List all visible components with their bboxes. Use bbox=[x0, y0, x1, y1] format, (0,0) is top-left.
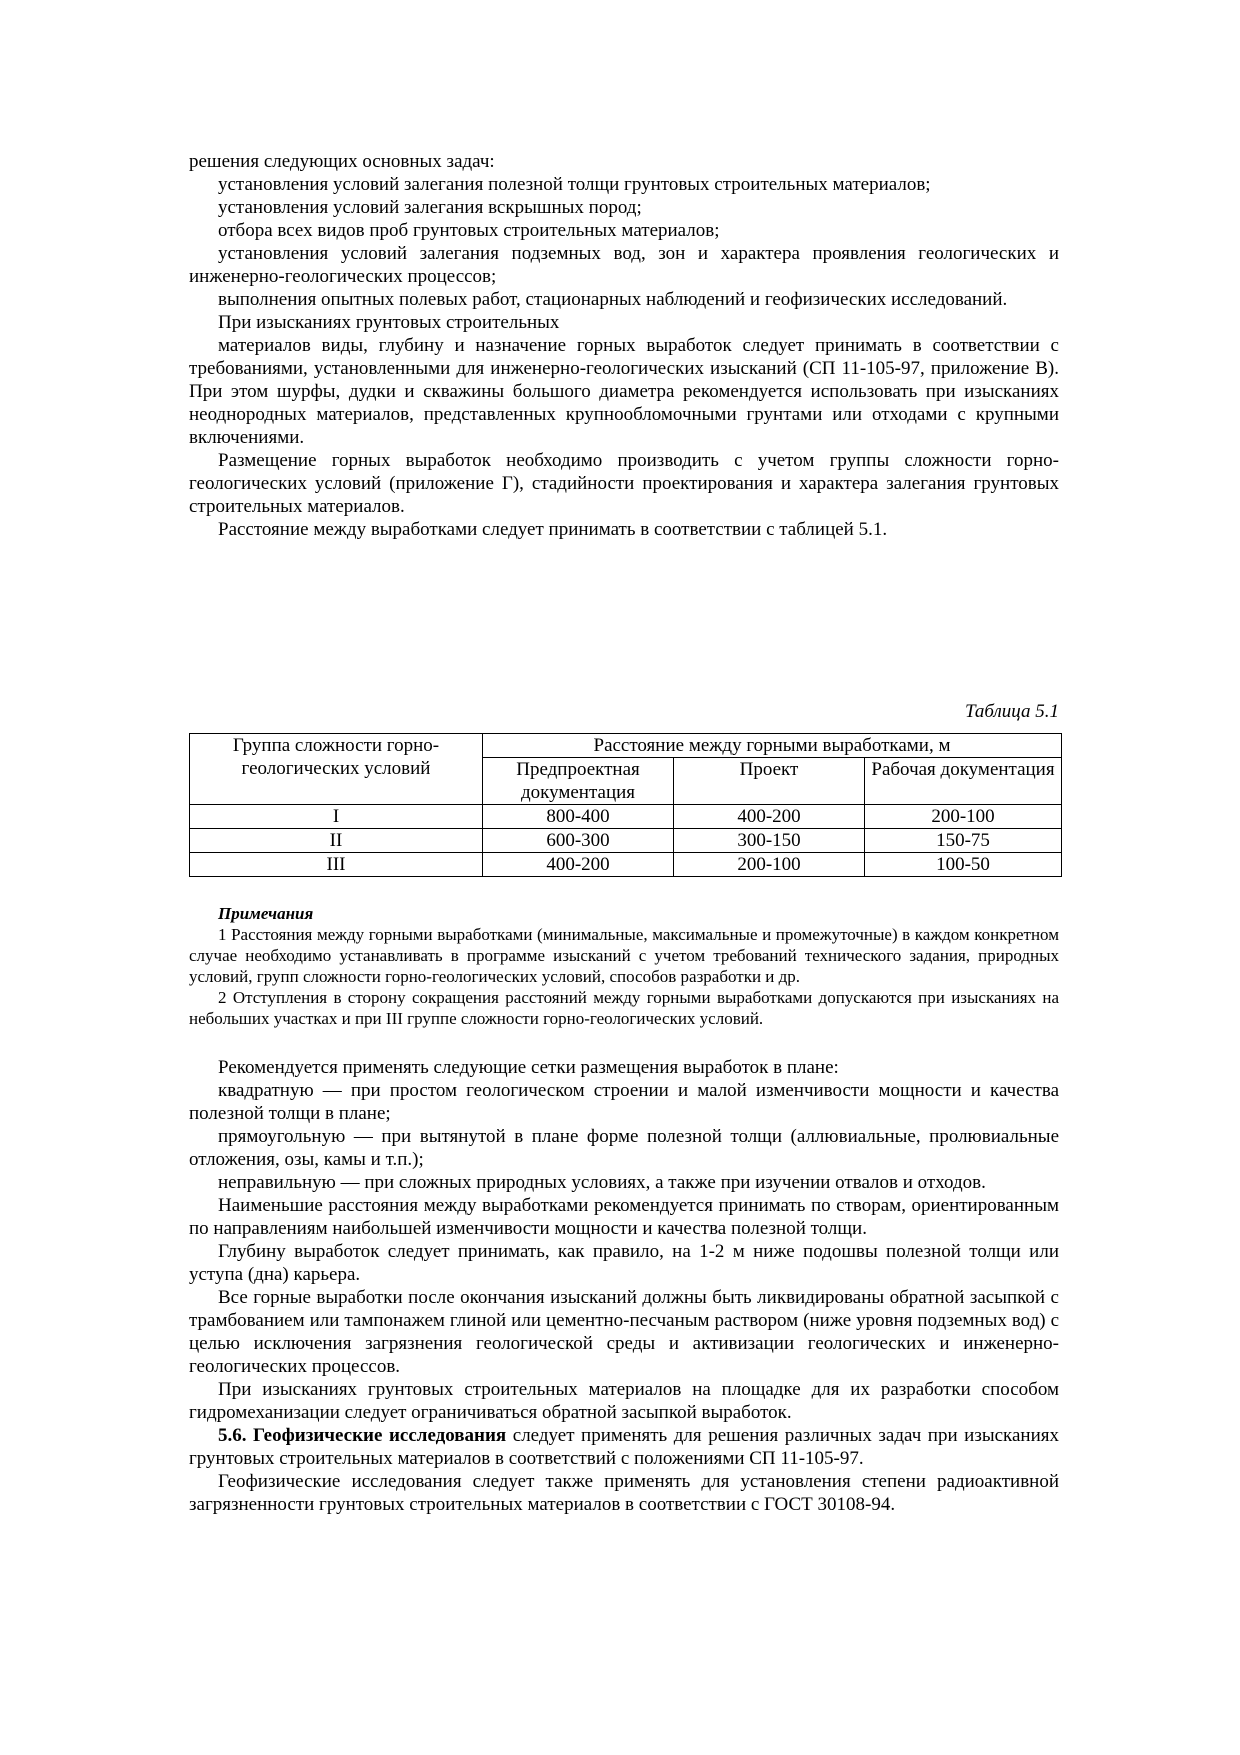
table-cell: 100-50 bbox=[865, 853, 1062, 877]
table-cell: 400-200 bbox=[483, 853, 674, 877]
header-group: Группа сложности горно-геологических условий bbox=[190, 734, 483, 805]
paragraph: установления условий залегания полезной толщи грунтовых строительных материалов; bbox=[218, 174, 931, 195]
notes-title: Примечания bbox=[218, 904, 314, 923]
paragraph: При изысканиях грунтовых строительных bbox=[218, 312, 560, 333]
table-cell: 150-75 bbox=[865, 829, 1062, 853]
distance-table bbox=[189, 733, 1062, 877]
section-text: следует применять для решения различных задач при изысканиях грунтовых строительных материалов в соответствий с положениями СП 11-105-97. bbox=[189, 1425, 1060, 1469]
paragraph bbox=[189, 1424, 1059, 1470]
sub-header-preproject: Предпроектная документация bbox=[483, 758, 674, 805]
table-row bbox=[190, 805, 1062, 829]
document-page bbox=[189, 150, 1059, 1516]
table-row bbox=[190, 829, 1062, 853]
paragraph: Расстояние между выработками следует принимать в соответствии с таблицей 5.1. bbox=[218, 519, 888, 540]
table-cell: 400-200 bbox=[674, 805, 865, 829]
section-heading: 5.6. Геофизические исследования bbox=[218, 1425, 507, 1446]
header-distance: Расстояние между горными выработками, м bbox=[483, 734, 1062, 758]
paragraph: квадратную — при простом геологическом строении и малой изменчивости мощности и качества полезной толщи в плане; bbox=[189, 1080, 1059, 1124]
table-caption: Таблица 5.1 bbox=[965, 701, 1059, 722]
paragraph: При изысканиях грунтовых строительных материалов на площадке для их разработки способом гидромеханизации следует ограничиваться обратной засыпкой выработок. bbox=[189, 1379, 1059, 1423]
table-cell: 200-100 bbox=[865, 805, 1062, 829]
paragraph: прямоугольную — при вытянутой в плане форме полезной толщи (аллювиальные, пролювиальные отложения, озы, камы и т.п.); bbox=[189, 1126, 1059, 1170]
paragraph: решения следующих основных задач: bbox=[189, 151, 495, 172]
paragraph: Рекомендуется применять следующие сетки размещения выработок в плане: bbox=[218, 1057, 839, 1078]
paragraph: материалов виды, глубину и назначение горных выработок следует принимать в соответствии с требованиями, установленными для инженерно-геологических изысканий (СП 11-105-97, приложение В). При этом шурфы, дудки и скважины большого диаметра рекомендуется использовать при изысканиях неоднородных материалов, представленных крупнообломочными грунтами или отходами с крупными включениями. bbox=[189, 335, 1059, 448]
table-cell: III bbox=[190, 853, 483, 877]
sub-header-project: Проект bbox=[674, 758, 865, 805]
paragraph: Размещение горных выработок необходимо производить с учетом группы сложности горно-геологических условий (приложение Г), стадийности проектирования и характера залегания грунтовых строительных материалов. bbox=[189, 450, 1059, 517]
table-cell: 600-300 bbox=[483, 829, 674, 853]
paragraph: неправильную — при сложных природных условиях, а также при изучении отвалов и отходов. bbox=[218, 1172, 986, 1193]
paragraph: Глубину выработок следует принимать, как правило, на 1-2 м ниже подошвы полезной толщи или уступа (дна) карьера. bbox=[189, 1241, 1059, 1285]
paragraph: установления условий залегания вскрышных пород; bbox=[218, 197, 642, 218]
paragraph: Все горные выработки после окончания изысканий должны быть ликвидированы обратной засыпкой с трамбованием или тампонажем глиной или цементно-песчаным раствором (ниже уровня подземных вод) с целью исключения загрязнения геологической среды и активизации геологических и инженерно-геологических процессов. bbox=[189, 1287, 1059, 1377]
table-cell: 200-100 bbox=[674, 853, 865, 877]
sub-header-working: Рабочая документация bbox=[865, 758, 1062, 805]
paragraph: установления условий залегания подземных вод, зон и характера проявления геологических и инженерно-геологических процессов; bbox=[189, 243, 1059, 287]
note-item: 2 Отступления в сторону сокращения расстояний между горными выработками допускаются при изысканиях на небольших участках и при III группе сложности горно-геологических условий. bbox=[189, 988, 1059, 1028]
table-cell: 300-150 bbox=[674, 829, 865, 853]
table-cell: 800-400 bbox=[483, 805, 674, 829]
table-cell: II bbox=[190, 829, 483, 853]
paragraph: выполнения опытных полевых работ, стационарных наблюдений и геофизических исследований. bbox=[218, 289, 1008, 310]
table-row bbox=[190, 853, 1062, 877]
paragraph: Наименьшие расстояния между выработками рекомендуется принимать по створам, ориентированным по направлениям наибольшей изменчивости мощности и качества полезной толщи. bbox=[189, 1195, 1059, 1239]
table-cell: I bbox=[190, 805, 483, 829]
paragraph: отбора всех видов проб грунтовых строительных материалов; bbox=[218, 220, 720, 241]
paragraph: Геофизические исследования следует также применять для установления степени радиоактивной загрязненности грунтовых строительных материалов в соответствии с ГОСТ 30108-94. bbox=[189, 1471, 1059, 1515]
note-item: 1 Расстояния между горными выработками (минимальные, максимальные и промежуточные) в каждом конкретном случае необходимо устанавливать в программе изысканий с учетом требований технического задания, природных условий, групп сложности горно-геологических условий, способов разработки и др. bbox=[189, 925, 1059, 986]
